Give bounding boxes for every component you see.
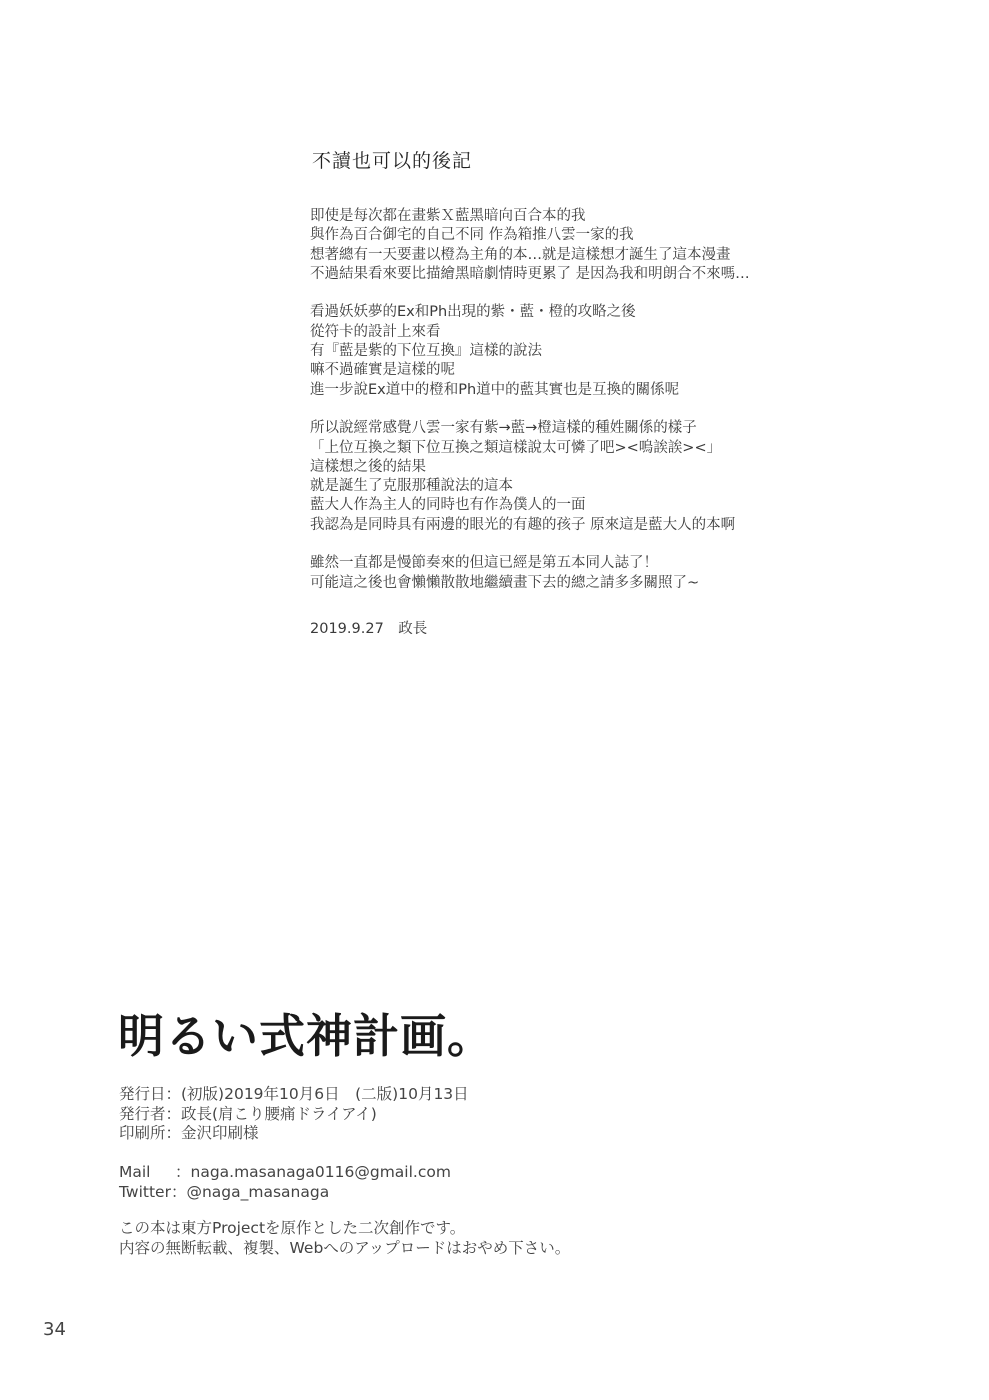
page-number: 34 xyxy=(43,1319,66,1340)
afterword-line: 雖然一直都是慢節奏來的但這已經是第五本同人誌了！ xyxy=(310,555,658,572)
mail-label: Mail xyxy=(119,1163,151,1181)
afterword-line: 看過妖妖夢的Ex和Ph出現的紫・藍・橙的攻略之後 xyxy=(310,304,636,321)
afterword-paragraph-4 xyxy=(310,554,930,593)
contact-info xyxy=(119,1162,451,1202)
notice-line-2: 内容の無断転載、複製、Webへのアップロードはおやめ下さい。 xyxy=(119,1239,571,1257)
afterword-line: 即使是每次都在畫紫Ｘ藍黑暗向百合本的我 xyxy=(310,208,586,224)
afterword-line: 藍大人作為主人的同時也有作為僕人的一面 xyxy=(310,497,586,514)
printer: 印刷所：金沢印刷様 xyxy=(119,1124,259,1142)
afterword-signature: 2019.9.27 政長 xyxy=(310,621,428,637)
copyright-notice xyxy=(119,1218,570,1258)
notice-line-1: この本は東方Projectを原作とした二次創作です。 xyxy=(119,1219,466,1237)
afterword-line: 我認為是同時具有兩邊的眼光的有趣的孩子 原來這是藍大人的本啊 xyxy=(310,516,736,533)
afterword-paragraph-3 xyxy=(310,419,930,535)
afterword-line: 不過結果看來要比描繪黑暗劇情時更累了 是因為我和明朗合不來嗎… xyxy=(310,265,750,282)
afterword-line: 嘛不過確實是這樣的呢 xyxy=(310,362,455,379)
afterword-line: 「上位互換之類下位互換之類這樣說太可憐了吧><嗚誒誒><」 xyxy=(310,439,722,456)
afterword-line: 進一步說Ex道中的橙和Ph道中的藍其實也是互換的關係呢 xyxy=(310,381,680,398)
issue-date: 発行日：(初版)2019年10月6日 (二版)10月13日 xyxy=(119,1085,469,1103)
afterword-title: 不讀也可以的後記 xyxy=(312,150,473,172)
afterword-line: 與作為百合御宅的自己不同 作為箱推八雲一家的我 xyxy=(310,227,634,244)
afterword-line: 就是誕生了克服那種說法的這本 xyxy=(310,478,513,495)
afterword-line: 這樣想之後的結果 xyxy=(310,458,426,475)
afterword-body xyxy=(310,207,930,612)
afterword-paragraph-1 xyxy=(310,207,930,284)
publisher: 発行者：政長(肩こり腰痛ドライアイ) xyxy=(119,1104,377,1123)
colophon xyxy=(119,1085,469,1144)
twitter-line: Twitter：@naga_masanaga xyxy=(119,1183,330,1201)
mail-line xyxy=(119,1162,451,1182)
afterword-line: 可能這之後也會懶懶散散地繼續畫下去的總之請多多關照了~ xyxy=(310,574,700,591)
afterword-line: 從符卡的設計上來看 xyxy=(310,323,441,340)
afterword-paragraph-2 xyxy=(310,303,930,399)
afterword-line: 有『藍是紫的下位互換』這樣的說法 xyxy=(310,343,542,360)
afterword-line: 所以說經常感覺八雲一家有紫→藍→橙這樣的種姓關係的樣子 xyxy=(310,420,697,437)
afterword-line: 想著總有一天要畫以橙為主角的本…就是這樣想才誕生了這本漫畫 xyxy=(310,246,731,263)
mail-address: ：naga.masanaga0116@gmail.com xyxy=(175,1163,451,1181)
book-title-logo: 明るい式神計画。 xyxy=(118,1009,494,1063)
